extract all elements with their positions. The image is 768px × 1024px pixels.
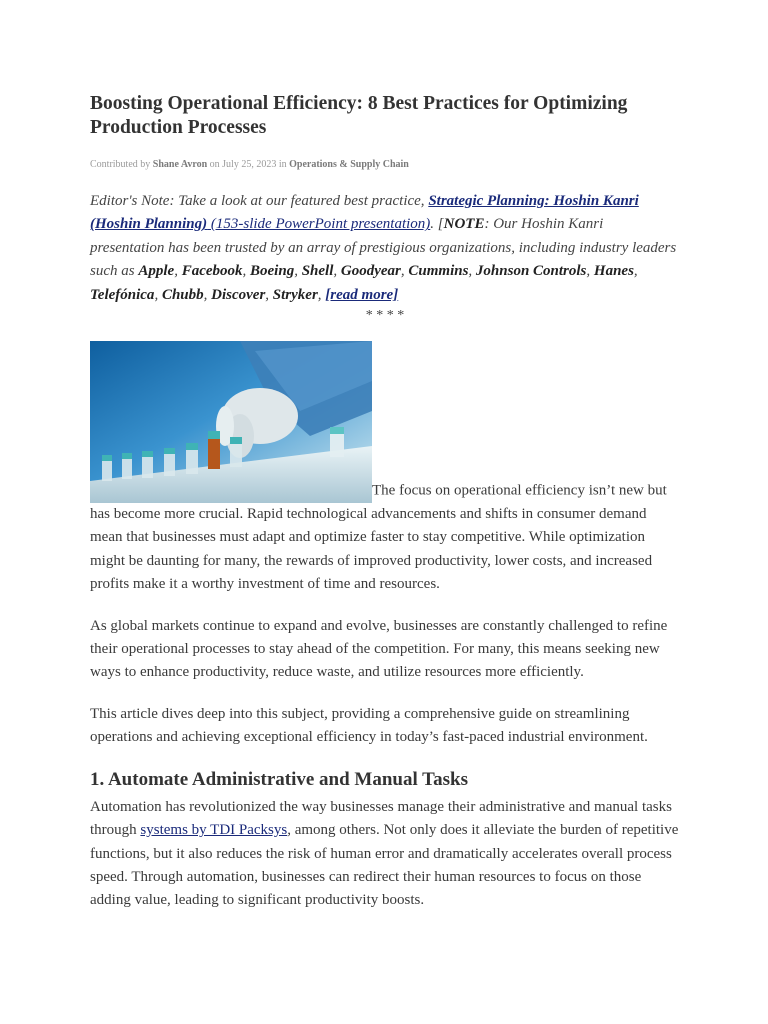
read-more-link[interactable]: [read more] [325, 286, 399, 303]
meta-category-link[interactable]: Operations & Supply Chain [289, 159, 409, 170]
company-name: Discover [211, 286, 266, 303]
intro-paragraph-text: The focus on operational efficiency isn’t new but has become more crucial. Rapid technological advancements and shifts in consumer demand mean that businesses must adapt and optimize faster to stay competitive. While optimization might be daunting for many, the rewards of improved productivity, lower costs, and increased profits make it a worthy investment of time and resources. [90, 482, 667, 593]
section-1-text-before: Automation has revolutionized the way businesses manage their administrative and manual tasks through [90, 798, 672, 839]
intro-paragraph [90, 341, 680, 597]
company-name: Facebook [181, 263, 243, 280]
editor-note-intro: Editor's Note: Take a look at our featured best practice, [90, 193, 429, 209]
article-photo [90, 341, 372, 503]
company-name: Telefónica [90, 286, 155, 303]
company-name: Chubb [161, 286, 204, 303]
company-name: Apple [138, 263, 175, 280]
meta-contributed-by: Contributed by [90, 159, 151, 170]
tdi-packsys-link[interactable]: systems by TDI Packsys [140, 822, 288, 839]
section-1-paragraph [90, 796, 680, 913]
company-name: Stryker [272, 286, 318, 303]
featured-practice-link[interactable]: Strategic Planning: Hoshin Kanri (Hoshin Planning) [90, 193, 639, 233]
meta-in: in [278, 159, 287, 170]
company-name: Hanes [593, 263, 634, 280]
company-name: Boeing [250, 263, 295, 280]
section-1-text-after: , among others. Not only does it alleviate the burden of repetitive functions, but it also reduces the risk of human error and dramatically accelerates overall process speed. Through automation, businesses can redirect their human resources to focus on those adding value, leading to significant productivity boosts. [90, 822, 679, 909]
featured-practice-detail-link[interactable]: (153-slide PowerPoint presentation) [207, 216, 431, 233]
note-label: NOTE [443, 216, 485, 233]
company-name: Johnson Controls [475, 263, 587, 280]
article-title: Boosting Operational Efficiency: 8 Best Practices for Optimizing Production Processes [90, 93, 628, 138]
body-paragraph-2: As global markets continue to expand and evolve, businesses are constantly challenged to refine their operational processes to stay ahead of the competition. For many, this means seeking new ways to enhance productivity, reduce waste, and utilize resources more efficiently. [90, 617, 668, 681]
separator-stars: * * * * [365, 308, 405, 324]
article-meta [90, 158, 680, 172]
section-heading-1: 1. Automate Administrative and Manual Tasks [90, 768, 468, 790]
company-name: Goodyear [340, 263, 401, 280]
meta-on: on [209, 159, 220, 170]
meta-date: July 25, 2023 [222, 159, 277, 170]
company-name: Cummins [408, 263, 469, 280]
editor-note: Editor's Note: Take a look at our featured best practice, Strategic Planning: Hoshin Kanri (Hoshin Planning) (153-slide PowerPoint presentation). [NOTE: Our Hoshin Kanri presentation has been trusted by an array of prestigious organizations, including industry leaders such as Apple, Facebook, Boeing, Shell, Goodyear, Cummins, Johnson Controls, Hanes, Telefónica, Chubb, Discover, Stryker, [read more] [90, 193, 677, 303]
company-name: Shell [301, 263, 334, 280]
editor-note-bracket: . [ [430, 216, 444, 233]
note-text: : Our Hoshin Kanri presentation has been trusted by an array of prestigious organizations, including industry leaders such as [90, 216, 677, 280]
body-paragraph-3: This article dives deep into this subject, providing a comprehensive guide on streamlining operations and achieving exceptional efficiency in today’s fast-paced industrial environment. [90, 705, 648, 746]
meta-author-link[interactable]: Shane Avron [152, 159, 208, 170]
article-content [90, 92, 680, 913]
